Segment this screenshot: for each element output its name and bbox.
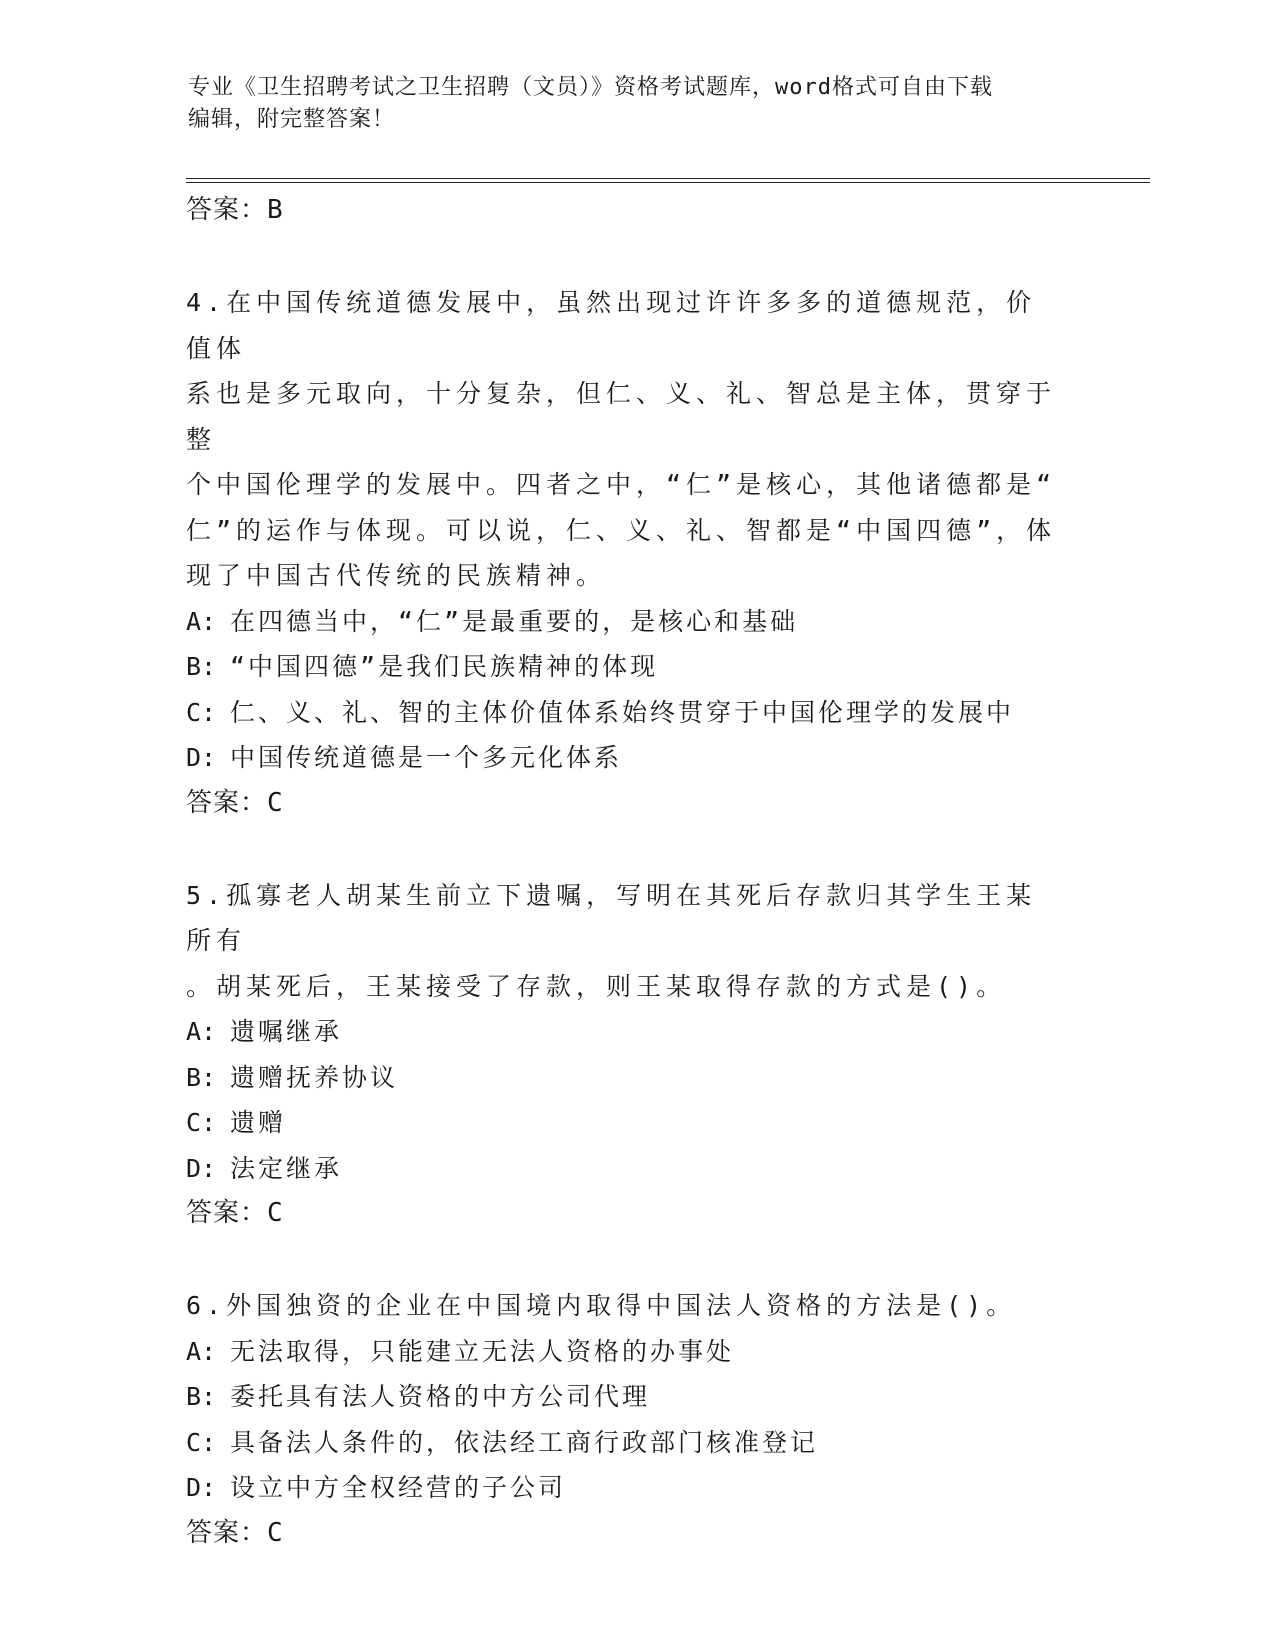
previous-answer xyxy=(186,188,1066,232)
option-text: 仁、义、礼、智的主体价值体系始终贯穿于中国伦理学的发展中 xyxy=(230,697,1015,727)
question-answer xyxy=(186,1191,1066,1235)
question-6 xyxy=(186,1283,1066,1555)
option-d xyxy=(186,1146,1066,1192)
question-text-line: 现了中国古代传统的民族精神。 xyxy=(186,561,607,590)
question-text-line: 系也是多元取向，十分复杂，但仁、义、礼、智总是主体，贯穿于整 xyxy=(186,379,1057,454)
option-text: 无法取得，只能建立无法人资格的办事处 xyxy=(230,1336,735,1366)
option-key: D: xyxy=(186,743,217,772)
option-text: 遗嘱继承 xyxy=(230,1017,343,1046)
option-key: B: xyxy=(186,652,217,681)
answer-value: C xyxy=(267,1517,284,1548)
answer-value: C xyxy=(267,1198,284,1228)
answer-label: 答案： xyxy=(186,195,268,225)
page-header xyxy=(188,72,1068,136)
option-b xyxy=(186,1055,1066,1101)
option-text: 具备法人条件的，依法经工商行政部门核准登记 xyxy=(230,1427,819,1457)
option-text: 遗赠 xyxy=(230,1108,287,1137)
option-d xyxy=(186,735,1066,781)
option-key: C: xyxy=(186,1427,217,1457)
option-b xyxy=(186,644,1066,690)
option-text: 中国传统道德是一个多元化体系 xyxy=(230,743,623,772)
header-line-1: 专业《卫生招聘考试之卫生招聘（文员）》资格考试题库，word格式可自由下载 xyxy=(188,75,993,100)
question-answer xyxy=(186,1511,1066,1555)
option-key: B: xyxy=(186,1382,217,1411)
option-a xyxy=(186,1009,1066,1055)
option-key: C: xyxy=(186,697,217,727)
option-text: 设立中方全权经营的子公司 xyxy=(230,1473,567,1502)
option-text: 遗赠抚养协议 xyxy=(230,1062,399,1092)
option-a xyxy=(186,599,1066,645)
question-text-line: 。胡某死后，王某接受了存款，则王某取得存款的方式是()。 xyxy=(186,971,1007,1001)
answer-label: 答案： xyxy=(186,787,268,818)
header-rule-bottom xyxy=(186,182,1150,183)
option-key: C: xyxy=(186,1108,217,1137)
answer-label: 答案： xyxy=(186,1517,268,1548)
option-c xyxy=(186,690,1066,736)
question-text-line: 仁”的运作与体现。可以说，仁、义、礼、智都是“中国四德”，体 xyxy=(186,515,1057,545)
option-key: D: xyxy=(186,1473,217,1502)
question-5 xyxy=(186,873,1066,1236)
option-text: 在四德当中，“仁”是最重要的，是核心和基础 xyxy=(230,606,799,636)
option-key: A: xyxy=(186,1017,217,1046)
option-text: 委托具有法人资格的中方公司代理 xyxy=(230,1382,651,1411)
option-b xyxy=(186,1374,1066,1420)
option-key: D: xyxy=(186,1153,217,1183)
option-a xyxy=(186,1329,1066,1375)
question-text-line: 4.在中国传统道德发展中，虽然出现过许许多多的道德规范，价值体 xyxy=(186,288,1037,363)
header-rule-top xyxy=(186,178,1150,179)
option-text: 法定继承 xyxy=(230,1153,343,1183)
option-key: B: xyxy=(186,1062,217,1092)
question-text-line: 5.孤寡老人胡某生前立下遗嘱，写明在其死后存款归其学生王某所有 xyxy=(186,880,1037,955)
question-list xyxy=(186,188,1066,1555)
answer-value: B xyxy=(267,195,284,225)
option-c xyxy=(186,1100,1066,1146)
option-key: A: xyxy=(186,606,217,636)
answer-value: C xyxy=(267,787,284,818)
answer-label: 答案： xyxy=(186,1198,268,1228)
question-text-line: 个中国伦理学的发展中。四者之中，“仁”是核心，其他诸德都是“ xyxy=(186,470,1057,499)
option-c xyxy=(186,1420,1066,1466)
option-d xyxy=(186,1465,1066,1511)
option-key: A: xyxy=(186,1336,217,1366)
option-text: “中国四德”是我们民族精神的体现 xyxy=(230,652,659,681)
question-text-line: 6.外国独资的企业在中国境内取得中国法人资格的方法是()。 xyxy=(186,1291,1017,1320)
header-line-2: 编辑，附完整答案！ xyxy=(188,107,396,132)
question-4 xyxy=(186,280,1066,825)
question-answer xyxy=(186,781,1066,825)
